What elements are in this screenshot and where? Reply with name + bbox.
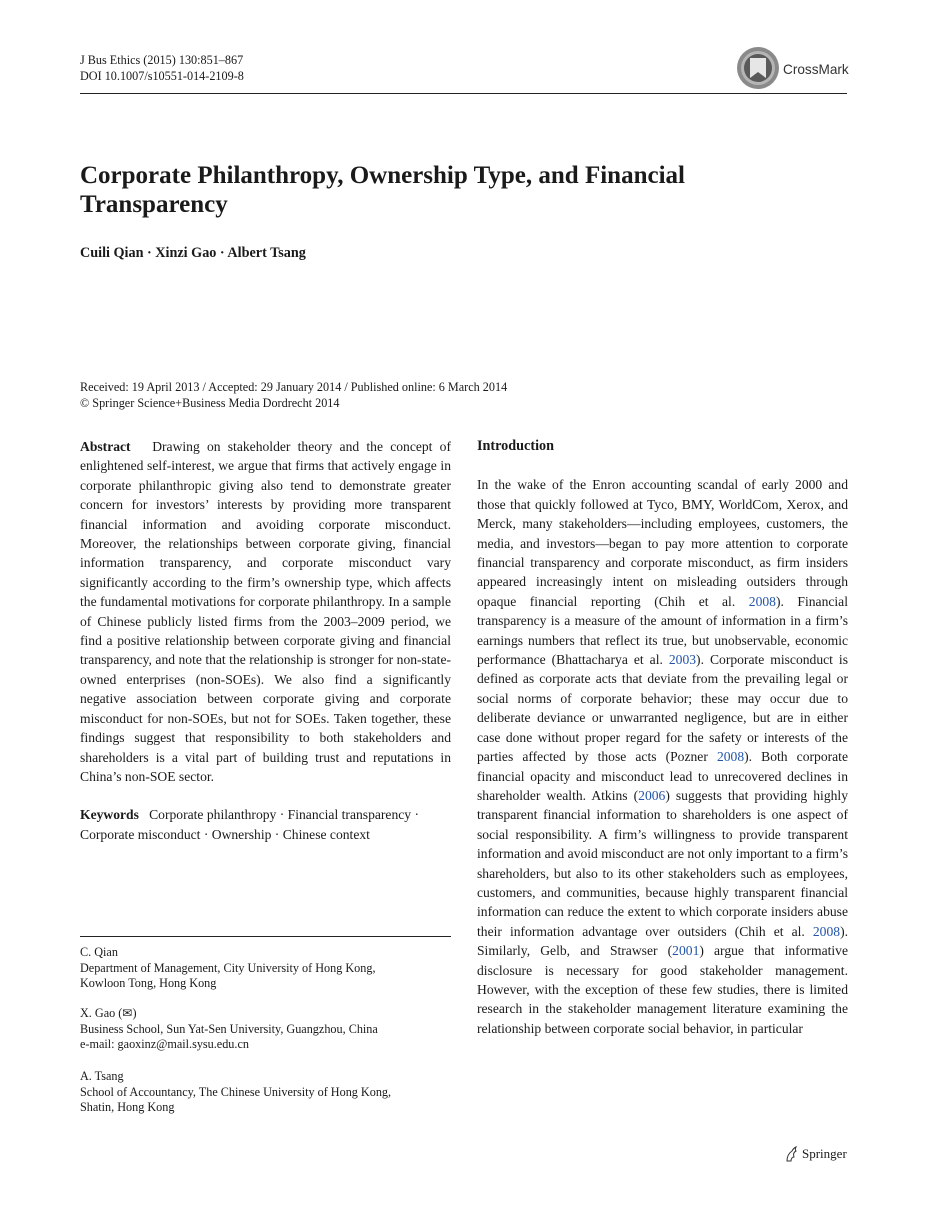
affiliation-tsang (80, 1069, 451, 1116)
citation-link[interactable]: 2008 (812, 923, 841, 939)
affiliation-line: Shatin, Hong Kong (80, 1100, 175, 1115)
introduction-section (477, 437, 848, 1038)
abstract-label: Abstract (80, 439, 131, 454)
affiliation-qian (80, 945, 451, 992)
intro-text: ). Both corporate financial opacity and misconduct lead to unrecovered declines in shareholder wealth. Atkins ( (477, 749, 848, 803)
intro-text: ) argue that informative disclosure is necessary for good stakeholder management. However, with the exception of these few studies, there is limited research in the stakeholder management literature examining the relationship between corporate social behavior, in particular (477, 943, 849, 1036)
copyright-line: © Springer Science+Business Media Dordrecht 2014 (80, 396, 340, 410)
header-rule (80, 93, 847, 94)
keywords-text: Corporate philanthropy · Financial transparency · Corporate misconduct · Ownership · Chinese context (80, 807, 420, 842)
author-list: Cuili Qian · Xinzi Gao · Albert Tsang (80, 245, 306, 261)
affiliation-name: C. Qian (80, 945, 118, 959)
affiliation-email[interactable]: e-mail: gaoxinz@mail.sysu.edu.cn (80, 1037, 249, 1052)
dates-line: Received: 19 April 2013 / Accepted: 29 January 2014 / Published online: 6 March 2014 (80, 380, 508, 394)
affiliation-line: School of Accountancy, The Chinese University of Hong Kong, (80, 1084, 392, 1099)
citation-link[interactable]: 2001 (672, 943, 700, 959)
journal-citation: J Bus Ethics (2015) 130:851–867 (80, 53, 244, 67)
affiliation-line: Kowloon Tong, Hong Kong (80, 976, 217, 991)
affiliation-name: X. Gao (✉) (80, 1006, 137, 1020)
springer-horse-icon (784, 1146, 798, 1162)
crossmark-label[interactable]: CrossMark (783, 62, 849, 77)
affiliation-name: A. Tsang (80, 1069, 124, 1083)
affiliation-rule (80, 936, 451, 937)
doi[interactable]: DOI 10.1007/s10551-014-2109-8 (80, 69, 244, 83)
publisher-name: Springer (802, 1146, 847, 1161)
introduction-heading: Introduction (477, 438, 554, 454)
affiliation-line: Department of Management, City University of Hong Kong, (80, 960, 376, 975)
article-title: Corporate Philanthropy, Ownership Type, and Financial Transparency (80, 162, 685, 218)
keywords-label: Keywords (80, 807, 139, 823)
abstract-text: Drawing on stakeholder theory and the concept of enlightened self-interest, we argue that firms that actively engage in corporate philanthropic giving also tend to demonstrate greater concern for investors’ interests by providing more transparent financial information and avoiding corporate misconduct. Moreover, the relationships between corporate giving, financial information transparency, and corporate misconduct vary significantly according to the firm’s ownership type, which affects the fundamental motivations for corporate philanthropy. In a sample of Chinese publicly listed firms from the 2003–2009 period, we find a positive relationship between corporate giving and financial transparency, and note that the relationship is stronger for non-state-owned enterprises (non-SOEs). We also find a significantly negative association between corporate giving and corporate misconduct for non-SOEs, but not for SOEs. Taken together, these findings suggest that responsibility to both stakeholders and shareholders is a vital part of building trust and reputations in China’s non-SOE sector. (80, 439, 451, 784)
citation-link[interactable]: 2008 (716, 749, 745, 765)
citation-link[interactable]: 2008 (748, 593, 776, 609)
introduction-paragraph (477, 475, 848, 1038)
affiliation-gao (80, 1006, 451, 1053)
crossmark-icon[interactable] (736, 46, 780, 90)
intro-text: ). Corporate misconduct is defined as corporate acts that deviate from the prevailing legal or social norms of corporate behavior; these may occur due to deliberate deviance or unwarranted negligence, but are in either case done without proper regard for the safety or interests of the parties affected by those acts (Pozner (477, 652, 849, 765)
intro-text: In the wake of the Enron accounting scandal of early 2000 and those that quickly followed at Tyco, BMY, WorldCom, Xerox, and Merck, many stakeholders—including employees, customers, the media, and investors—began to pay more attention to corporate financial transparency and corporate misconduct, as firm insiders appeared increasingly intent on misleading outsiders through opaque financial reporting (Chih et al. (477, 477, 848, 609)
springer-logo (784, 1146, 847, 1162)
abstract-section (80, 437, 451, 844)
affiliation-line: Business School, Sun Yat-Sen University, Guangzhou, China (80, 1021, 378, 1036)
intro-text: ). Financial transparency is a measure of the amount of information in a firm’s earnings numbers that reflect its true, but unobservable, economic performance (Bhattacharya et al. (477, 593, 848, 668)
citation-link[interactable]: 2006 (638, 787, 666, 803)
citation-link[interactable]: 2003 (668, 652, 697, 668)
publication-history (80, 379, 507, 411)
intro-text: ) suggests that providing highly transparent financial information to shareholders is one aspect of social responsibility. A firm’s willingness to provide transparent information and avoid misconduct are not only important to a firm’s shareholders, but also to its other stakeholders such as employees, customers, and communities, because highly transparent financial information can reduce the extent to which corporate insiders abuse their information advantage over outsiders (Chih et al. (477, 787, 848, 939)
intro-text: ). Similarly, Gelb, and Strawser ( (477, 923, 848, 959)
